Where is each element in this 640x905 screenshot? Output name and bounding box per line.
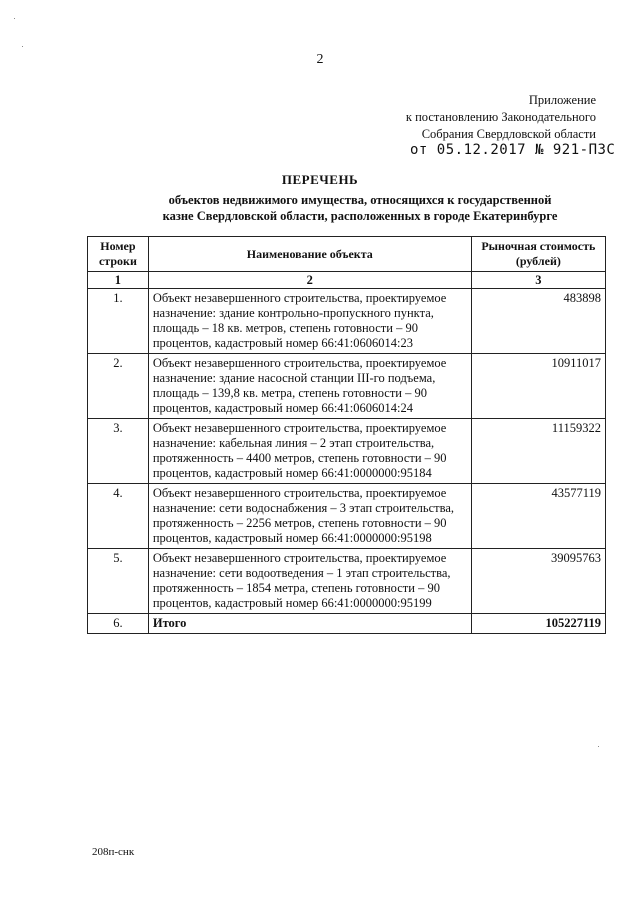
total-row-number: 6.	[88, 614, 149, 634]
subtitle-line-2: казне Свердловской области, расположенных в городе Екатеринбурге	[162, 209, 558, 223]
column-index-1: 1	[88, 272, 149, 289]
table-row	[88, 289, 606, 354]
row-number: 1.	[88, 289, 149, 354]
row-number: 2.	[88, 354, 149, 419]
annex-line-3: Собрания Свердловской области	[421, 127, 596, 141]
annex-line-2: к постановлению Законодательного	[405, 110, 596, 124]
table-row	[88, 549, 606, 614]
object-description: Объект незавершенного строительства, проектируемое назначение: сети водоснабжения – 3 этап строительства, протяженность – 2256 метров, степень готовности – 90 процентов, кадастровый номер 66:41:0000000:95198	[148, 484, 471, 549]
footer-document-code: 208п-снк	[92, 846, 135, 858]
header-market-value-line2: (рублей)	[515, 254, 561, 268]
row-number: 3.	[88, 419, 149, 484]
market-value: 43577119	[471, 484, 605, 549]
annex-date-stamp: от 05.12.2017 № 921-ПЗС	[410, 142, 616, 158]
market-value: 483898	[471, 289, 605, 354]
table-row	[88, 419, 606, 484]
table-row	[88, 354, 606, 419]
object-description: Объект незавершенного строительства, проектируемое назначение: кабельная линия – 2 этап строительства, протяженность – 4400 метров, степень готовности – 90 процентов, кадастровый номер 66:41:0000000:95184	[148, 419, 471, 484]
annex-line-1: Приложение	[528, 93, 596, 107]
property-registry-table	[87, 236, 606, 634]
market-value: 10911017	[471, 354, 605, 419]
annex-block	[406, 92, 596, 143]
page-number: 2	[316, 52, 324, 67]
object-description: Объект незавершенного строительства, проектируемое назначение: сети водоотведения – 1 этап строительства, протяженность – 1854 метра, степень готовности – 90 процентов, кадастровый номер 66:41:0000000:95199	[148, 549, 471, 614]
object-description: Объект незавершенного строительства, проектируемое назначение: здание контрольно-пропускного пункта, площадь – 18 кв. метров, степень готовности – 90 процентов, кадастровый номер 66:41:0606014:23	[148, 289, 471, 354]
subtitle-line-1: объектов недвижимого имущества, относящихся к государственной	[168, 193, 552, 207]
column-index-2: 2	[148, 272, 471, 289]
header-market-value-line1: Рыночная стоимость	[481, 239, 596, 253]
object-description: Объект незавершенного строительства, проектируемое назначение: здание насосной станции III-го подъема, площадь – 139,8 кв. метра, степень готовности – 90 процентов, кадастровый номер 66:41:0606014:24	[148, 354, 471, 419]
total-value: 105227119	[471, 614, 605, 634]
column-index-row	[88, 272, 606, 289]
header-market-value	[471, 237, 605, 272]
table-header-row	[88, 237, 606, 272]
document-subtitle	[120, 192, 600, 224]
total-label: Итого	[148, 614, 471, 634]
market-value: 11159322	[471, 419, 605, 484]
scan-artifact	[22, 46, 23, 47]
total-row	[88, 614, 606, 634]
document-title: ПЕРЕЧЕНЬ	[281, 172, 359, 187]
market-value: 39095763	[471, 549, 605, 614]
header-row-number-line2: строки	[98, 254, 137, 268]
scan-artifact	[14, 18, 15, 19]
header-row-number	[88, 237, 149, 272]
row-number: 5.	[88, 549, 149, 614]
scan-artifact	[598, 746, 599, 747]
row-number: 4.	[88, 484, 149, 549]
header-object-name: Наименование объекта	[148, 237, 471, 272]
header-row-number-line1: Номер	[100, 239, 136, 253]
column-index-3: 3	[471, 272, 605, 289]
table-row	[88, 484, 606, 549]
